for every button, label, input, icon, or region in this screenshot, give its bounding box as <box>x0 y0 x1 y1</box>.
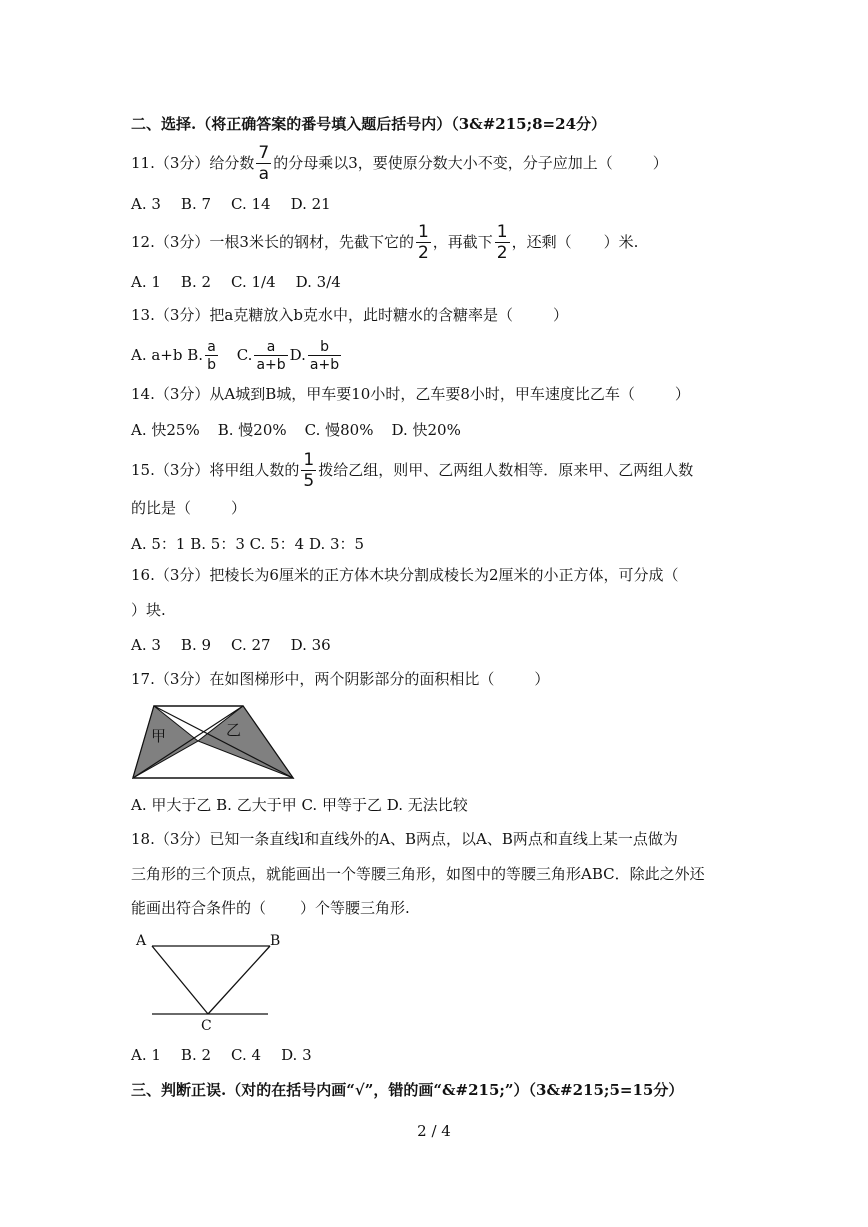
answer-bracket: ） <box>534 670 550 688</box>
fraction-numerator: 1 <box>417 222 429 242</box>
question-18 <box>131 829 678 849</box>
options-17: A. 甲大于乙 B. 乙大于甲 C. 甲等于乙 D. 无法比较 <box>131 796 468 814</box>
option-c: C. 1/4 <box>231 273 276 291</box>
option-b-fraction <box>205 340 218 372</box>
question-text: ）个等腰三角形. <box>300 899 410 917</box>
question-score: （3分） <box>154 385 210 403</box>
options-15: A. 5：1 B. 5：3 C. 5：4 D. 3：5 <box>131 535 365 553</box>
fraction-denominator: 2 <box>417 243 429 263</box>
option-d: D. 3/4 <box>295 273 341 291</box>
question-text: 给分数 <box>209 154 255 172</box>
option-d: D. 3 <box>281 1046 312 1064</box>
answer-bracket: ） <box>231 499 247 517</box>
option-a: A. 3 <box>131 636 161 654</box>
question-text: 的比是（ <box>131 499 192 517</box>
side-ac <box>152 946 208 1014</box>
option-d-fraction <box>308 340 341 372</box>
section-title: 二、选择.（将正确答案的番号填入题后括号内）（3&#215;8=24分） <box>131 115 607 133</box>
question-text: 把棱长为6厘米的正方体木块分割成棱长为2厘米的小正方体，可分成（ <box>209 566 679 584</box>
fraction-numerator: 7 <box>258 143 270 163</box>
option-d: D. 快20% <box>391 421 461 439</box>
option-d: D. 21 <box>290 195 331 213</box>
fraction-numerator: a <box>207 339 216 355</box>
fraction-denominator: 2 <box>496 243 508 263</box>
vertex-b-label: B <box>270 933 281 949</box>
answer-bracket: ） <box>652 154 668 172</box>
question-18-line2: 三角形的三个顶点，就能画出一个等腰三角形，如图中的等腰三角形ABC．除此之外还 <box>131 865 705 883</box>
options-16 <box>131 635 331 655</box>
page-number: 2 / 4 <box>417 1122 451 1140</box>
question-number: 15. <box>131 461 155 479</box>
question-13 <box>131 305 568 325</box>
label-jia: 甲 <box>151 727 167 745</box>
option-b: B. 9 <box>180 636 212 654</box>
fraction-denominator: a <box>256 163 271 183</box>
fraction-numerator: b <box>320 339 329 355</box>
option-a: A. 1 <box>131 273 161 291</box>
option-d: D. 36 <box>290 636 331 654</box>
fraction-denominator: 5 <box>303 471 315 491</box>
question-17 <box>131 669 549 689</box>
question-score: （3分） <box>154 566 210 584</box>
question-text: 能画出符合条件的（ <box>131 899 267 917</box>
option-a: A. 3 <box>131 195 161 213</box>
question-text: 一根3米长的钢材，先截下它的 <box>209 233 414 251</box>
question-16 <box>131 565 679 585</box>
fraction <box>256 145 271 183</box>
question-score: （3分） <box>154 461 210 479</box>
answer-bracket: ） <box>674 385 690 403</box>
question-15-line2 <box>131 498 246 518</box>
question-text: 从A城到B城，甲车要10小时，乙车要8小时，甲车速度比乙车（ <box>209 385 635 403</box>
side-bc <box>208 946 270 1014</box>
fraction-denominator: a+b <box>256 357 286 373</box>
option-b: B. <box>187 346 204 364</box>
answer-bracket: ） <box>552 306 568 324</box>
option-c: C. <box>236 346 253 364</box>
option-c-fraction <box>254 340 287 372</box>
options-11 <box>131 194 331 214</box>
question-15 <box>131 452 693 490</box>
question-18-line3 <box>131 898 410 918</box>
vertex-c-label: C <box>201 1018 212 1033</box>
option-c: C. 14 <box>231 195 271 213</box>
option-a: A. 快25% <box>131 421 200 439</box>
fraction <box>301 452 316 490</box>
option-c: C. 4 <box>231 1046 262 1064</box>
question-text: 将甲组人数的 <box>209 461 300 479</box>
question-number: 18. <box>131 830 155 848</box>
shaded-region-right <box>198 706 293 778</box>
options-13 <box>131 340 343 372</box>
question-score: （3分） <box>154 233 210 251</box>
question-score: （3分） <box>154 306 210 324</box>
options-12 <box>131 272 341 292</box>
fraction-denominator: a+b <box>309 357 340 373</box>
question-text: ，再截下 <box>432 233 493 251</box>
question-number: 16. <box>131 566 155 584</box>
option-b: B. 2 <box>180 273 212 291</box>
question-11 <box>131 145 668 183</box>
option-a: A. a+b <box>131 346 183 364</box>
fraction-denominator: b <box>207 357 216 373</box>
fraction-numerator: a <box>266 339 276 355</box>
question-text: 的分母乘以3，要使原分数大小不变，分子应加上（ <box>273 154 613 172</box>
section-title: 三、判断正误.（对的在括号内画“√”，错的画“&#215;”）（3&#215;5=15分） <box>131 1081 684 1099</box>
question-12 <box>131 224 638 262</box>
answer-bracket: ）米. <box>603 233 639 251</box>
question-score: （3分） <box>154 154 210 172</box>
option-c: C. 27 <box>231 636 271 654</box>
option-c: C. 慢80% <box>304 421 374 439</box>
fraction-numerator: 1 <box>496 222 508 242</box>
question-text: 拨给乙组，则甲、乙两组人数相等．原来甲、乙两组人数 <box>318 461 694 479</box>
fraction-numerator: 1 <box>303 450 315 470</box>
question-16-line2: ）块. <box>131 601 166 619</box>
option-b: B. 2 <box>180 1046 212 1064</box>
question-number: 14. <box>131 385 155 403</box>
question-number: 11. <box>131 154 155 172</box>
vertex-a-label: A <box>136 933 147 949</box>
question-text: 在如图梯形中，两个阴影部分的面积相比（ <box>209 670 495 688</box>
question-number: 13. <box>131 306 155 324</box>
question-text: ，还剩（ <box>511 233 572 251</box>
option-b: B. 7 <box>180 195 212 213</box>
fraction <box>495 224 510 262</box>
option-a: A. 1 <box>131 1046 161 1064</box>
question-score: （3分） <box>154 830 210 848</box>
question-14 <box>131 384 690 404</box>
option-b: B. 慢20% <box>217 421 287 439</box>
question-text: 把a克糖放入b克水中，此时糖水的含糖率是（ <box>209 306 513 324</box>
options-14 <box>131 420 461 440</box>
question-text: 已知一条直线l和直线外的A、B两点，以A、B两点和直线上某一点做为 <box>209 830 678 848</box>
options-18 <box>131 1045 312 1065</box>
fraction <box>416 224 431 262</box>
option-d: D. <box>289 346 306 364</box>
question-number: 17. <box>131 670 155 688</box>
label-yi: 乙 <box>226 721 242 739</box>
question-number: 12. <box>131 233 155 251</box>
trapezoid-figure <box>128 700 298 784</box>
triangle-figure <box>130 928 290 1033</box>
question-score: （3分） <box>154 670 210 688</box>
